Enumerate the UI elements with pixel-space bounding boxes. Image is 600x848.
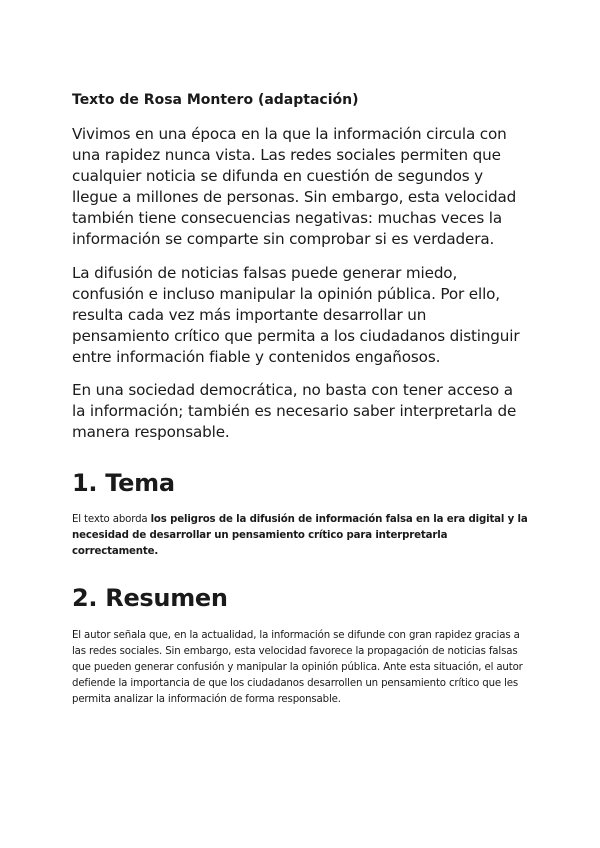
- tema-heading: 1. Tema: [72, 469, 175, 497]
- tema-text: [72, 512, 528, 560]
- source-paragraph-1: Vivimos en una época en la que la información circula con una rapidez nunca vista. Las redes sociales permiten que cualquier noticia se difunda en cuestión de segundos y llegue a millones de personas. Sin embargo, esta velocidad también tiene consecuencias negativas: muchas veces la información se comparte sin comprobar si es verdadera.: [72, 125, 517, 248]
- tema-intro: El texto aborda: [72, 514, 151, 525]
- resumen-heading: 2. Resumen: [72, 584, 228, 612]
- source-paragraph-3: En una sociedad democrática, no basta con tener acceso a la información; también es necesario saber interpretarla de manera responsable.: [72, 381, 517, 441]
- source-title: Texto de Rosa Montero (adaptación): [72, 92, 359, 108]
- resumen-text: El autor señala que, en la actualidad, la información se difunde con gran rapidez gracias a las redes sociales. Sin embargo, esta velocidad favorece la propagación de noticias falsas que pueden generar confusión y manipular la opinión pública. Ante esta situación, el autor defiende la importancia de que los ciudadanos desarrollen un pensamiento crítico que les permita analizar la información de forma responsable.: [72, 630, 523, 705]
- tema-emphasis: los peligros de la difusión de información falsa en la era digital y la necesidad de desarrollar un pensamiento crítico para interpretarla correctamente.: [72, 514, 528, 557]
- source-paragraph-2: La difusión de noticias falsas puede generar miedo, confusión e incluso manipular la opinión pública. Por ello, resulta cada vez más importante desarrollar un pensamiento crítico que permita a los ciudadanos distinguir entre información fiable y contenidos engañosos.: [72, 264, 520, 366]
